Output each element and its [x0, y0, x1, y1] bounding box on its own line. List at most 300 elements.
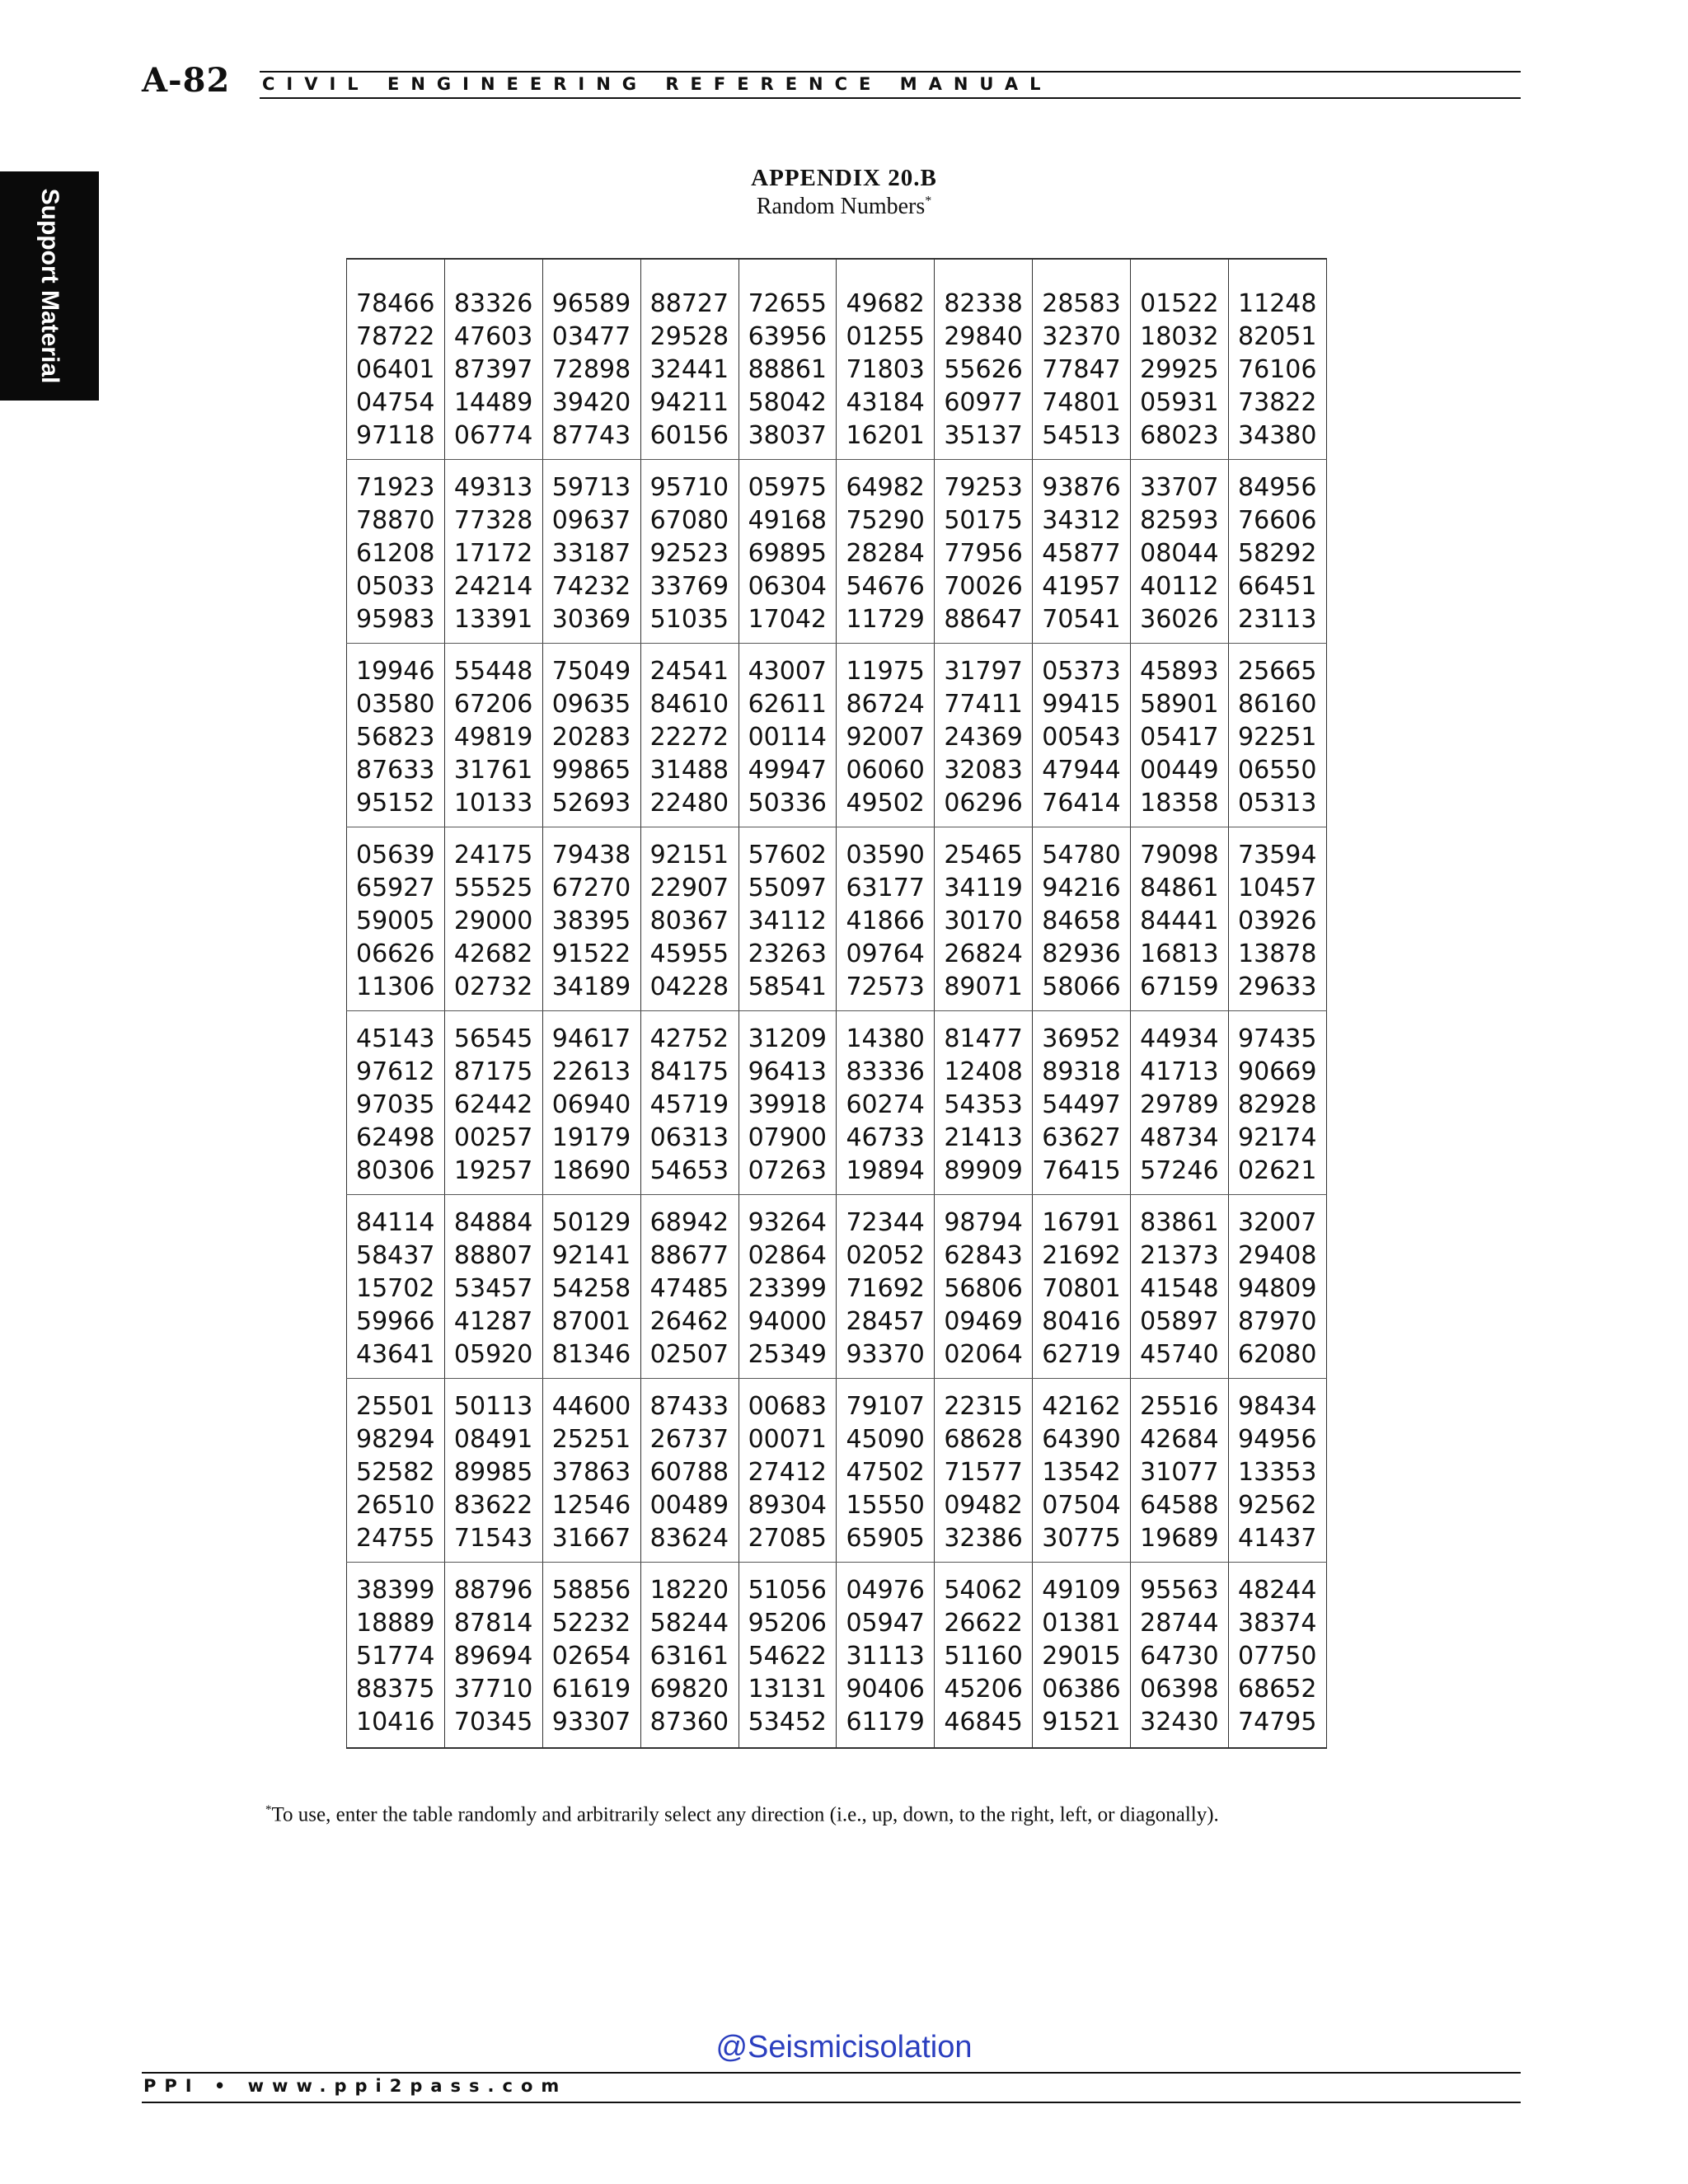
random-number: 68628 [944, 1425, 1023, 1454]
random-number: 05931 [1140, 388, 1219, 417]
random-number: 19894 [846, 1156, 925, 1185]
random-number: 31488 [649, 756, 729, 785]
random-number: 55525 [453, 874, 533, 902]
random-number: 29633 [1238, 972, 1317, 1001]
table-cell [640, 644, 738, 827]
random-number: 34380 [1238, 421, 1317, 450]
random-number: 81477 [944, 1024, 1023, 1053]
random-number: 00489 [649, 1491, 729, 1520]
random-number: 00449 [1140, 756, 1219, 785]
random-number: 32386 [944, 1524, 1023, 1553]
random-number: 17172 [453, 539, 533, 568]
random-number: 00257 [453, 1123, 533, 1152]
footer-rule-top [142, 2072, 1521, 2074]
random-number: 45877 [1042, 539, 1121, 568]
table-cell [640, 1195, 738, 1379]
random-number: 93307 [551, 1708, 631, 1736]
random-number: 54353 [944, 1090, 1023, 1119]
random-number: 16791 [1042, 1208, 1121, 1237]
random-number: 62843 [944, 1241, 1023, 1270]
random-numbers-table-body [347, 259, 1327, 1748]
random-number: 83326 [453, 289, 533, 318]
random-number: 54653 [649, 1156, 729, 1185]
random-number: 87433 [649, 1392, 729, 1421]
random-number: 55626 [944, 355, 1023, 384]
random-number: 30170 [944, 907, 1023, 935]
random-number: 24175 [453, 841, 533, 869]
table-cell [640, 827, 738, 1011]
random-number: 22272 [649, 723, 729, 752]
random-number: 34312 [1042, 506, 1121, 535]
random-number: 44600 [551, 1392, 631, 1421]
random-number: 54062 [944, 1576, 1023, 1605]
random-number: 07504 [1042, 1491, 1121, 1520]
random-number: 93264 [748, 1208, 827, 1237]
random-number: 11248 [1238, 289, 1317, 318]
table-row-block [347, 1011, 1327, 1195]
random-number: 94000 [748, 1307, 827, 1336]
table-cell [542, 827, 640, 1011]
random-number: 05975 [748, 473, 827, 502]
random-number: 89985 [453, 1458, 533, 1487]
table-cell [444, 460, 542, 644]
random-number: 58292 [1238, 539, 1317, 568]
table-cell [444, 644, 542, 827]
random-number: 21413 [944, 1123, 1023, 1152]
random-number: 77847 [1042, 355, 1121, 384]
random-number: 25349 [748, 1340, 827, 1369]
random-number: 29840 [944, 322, 1023, 351]
random-number: 54780 [1042, 841, 1121, 869]
random-number: 06401 [356, 355, 435, 384]
random-number: 74801 [1042, 388, 1121, 417]
footer-text: PPI • www.ppi2pass.com [143, 2076, 568, 2096]
random-number: 87633 [356, 756, 435, 785]
random-number: 92562 [1238, 1491, 1317, 1520]
random-number: 93370 [846, 1340, 925, 1369]
random-number: 29408 [1238, 1241, 1317, 1270]
random-number: 79098 [1140, 841, 1219, 869]
random-number: 78466 [356, 289, 435, 318]
table-cell [935, 1563, 1033, 1749]
random-number: 23263 [748, 940, 827, 968]
random-number: 52693 [551, 789, 631, 818]
random-number: 62080 [1238, 1340, 1317, 1369]
random-number: 77956 [944, 539, 1023, 568]
random-number: 33769 [649, 572, 729, 601]
random-number: 42752 [649, 1024, 729, 1053]
random-number: 36026 [1140, 605, 1219, 634]
random-number: 31761 [453, 756, 533, 785]
table-row-block [347, 259, 1327, 460]
appendix-subtitle-marker: * [925, 194, 932, 209]
random-number: 83861 [1140, 1208, 1219, 1237]
random-number: 90669 [1238, 1057, 1317, 1086]
random-number: 75049 [551, 657, 631, 686]
random-number: 50129 [551, 1208, 631, 1237]
random-number: 13131 [748, 1675, 827, 1704]
random-number: 18032 [1140, 322, 1219, 351]
random-number: 80416 [1042, 1307, 1121, 1336]
random-number: 04976 [846, 1576, 925, 1605]
random-number: 22480 [649, 789, 729, 818]
random-number: 07263 [748, 1156, 827, 1185]
table-cell [837, 644, 935, 827]
random-number: 28457 [846, 1307, 925, 1336]
random-number: 47603 [453, 322, 533, 351]
random-number: 39420 [551, 388, 631, 417]
random-number: 70541 [1042, 605, 1121, 634]
random-number: 04754 [356, 388, 435, 417]
random-number: 37863 [551, 1458, 631, 1487]
table-cell [542, 644, 640, 827]
random-number: 88796 [453, 1576, 533, 1605]
random-number: 62719 [1042, 1340, 1121, 1369]
random-number: 32007 [1238, 1208, 1317, 1237]
random-number: 95710 [649, 473, 729, 502]
random-number: 22613 [551, 1057, 631, 1086]
random-number: 94956 [1238, 1425, 1317, 1454]
random-number: 32430 [1140, 1708, 1219, 1736]
table-cell [837, 1011, 935, 1195]
random-number: 79107 [846, 1392, 925, 1421]
random-number: 10416 [356, 1708, 435, 1736]
table-cell [542, 460, 640, 644]
random-number: 87360 [649, 1708, 729, 1736]
table-cell [1033, 460, 1131, 644]
random-number: 76606 [1238, 506, 1317, 535]
random-number: 98294 [356, 1425, 435, 1454]
random-number: 00114 [748, 723, 827, 752]
appendix-subtitle [0, 194, 1688, 220]
footnote-marker: * [265, 1803, 272, 1816]
header-rule-bottom [260, 97, 1521, 99]
random-number: 72655 [748, 289, 827, 318]
random-number: 95563 [1140, 1576, 1219, 1605]
random-number: 14380 [846, 1024, 925, 1053]
random-number: 56545 [453, 1024, 533, 1053]
random-number: 07750 [1238, 1642, 1317, 1671]
random-number: 03580 [356, 690, 435, 719]
table-cell [738, 1563, 837, 1749]
table-cell [1033, 259, 1131, 460]
random-numbers-table [346, 258, 1327, 1749]
table-cell [837, 1563, 935, 1749]
random-number: 62498 [356, 1123, 435, 1152]
random-number: 72898 [551, 355, 631, 384]
random-number: 53452 [748, 1708, 827, 1736]
random-number: 22907 [649, 874, 729, 902]
random-number: 92523 [649, 539, 729, 568]
random-number: 03477 [551, 322, 631, 351]
random-number: 67080 [649, 506, 729, 535]
table-cell [347, 644, 445, 827]
table-cell [1229, 1011, 1327, 1195]
random-number: 03590 [846, 841, 925, 869]
random-number: 46845 [944, 1708, 1023, 1736]
random-number: 05920 [453, 1340, 533, 1369]
random-number: 84610 [649, 690, 729, 719]
random-number: 45143 [356, 1024, 435, 1053]
footer-rule-bottom [142, 2102, 1521, 2103]
table-cell [640, 1011, 738, 1195]
random-number: 23399 [748, 1274, 827, 1303]
random-number: 58437 [356, 1241, 435, 1270]
random-number: 05417 [1140, 723, 1219, 752]
random-number: 00071 [748, 1425, 827, 1454]
table-cell [738, 259, 837, 460]
random-number: 69820 [649, 1675, 729, 1704]
random-number: 13353 [1238, 1458, 1317, 1487]
random-number: 12408 [944, 1057, 1023, 1086]
table-cell [1229, 259, 1327, 460]
random-number: 43641 [356, 1340, 435, 1369]
random-number: 18220 [649, 1576, 729, 1605]
random-number: 02621 [1238, 1156, 1317, 1185]
random-number: 94617 [551, 1024, 631, 1053]
random-number: 82051 [1238, 322, 1317, 351]
random-number: 72573 [846, 972, 925, 1001]
random-number: 01255 [846, 322, 925, 351]
random-number: 48244 [1238, 1576, 1317, 1605]
random-number: 02732 [453, 972, 533, 1001]
random-number: 68023 [1140, 421, 1219, 450]
random-number: 09635 [551, 690, 631, 719]
random-number: 26462 [649, 1307, 729, 1336]
table-row-block [347, 1563, 1327, 1749]
random-number: 50336 [748, 789, 827, 818]
random-number: 34119 [944, 874, 1023, 902]
random-number: 28744 [1140, 1609, 1219, 1638]
random-number: 95206 [748, 1609, 827, 1638]
table-cell [837, 460, 935, 644]
header-rule-top [260, 71, 1521, 73]
table-cell [347, 1011, 445, 1195]
table-cell [935, 827, 1033, 1011]
random-number: 61179 [846, 1708, 925, 1736]
random-number: 05897 [1140, 1307, 1219, 1336]
random-number: 97612 [356, 1057, 435, 1086]
random-number: 45740 [1140, 1340, 1219, 1369]
table-row-block [347, 827, 1327, 1011]
random-number: 82928 [1238, 1090, 1317, 1119]
random-number: 64730 [1140, 1642, 1219, 1671]
random-number: 73822 [1238, 388, 1317, 417]
random-number: 02507 [649, 1340, 729, 1369]
random-number: 08044 [1140, 539, 1219, 568]
random-number: 45955 [649, 940, 729, 968]
random-number: 15550 [846, 1491, 925, 1520]
random-number: 82593 [1140, 506, 1219, 535]
random-number: 75290 [846, 506, 925, 535]
random-number: 71543 [453, 1524, 533, 1553]
random-number: 58856 [551, 1576, 631, 1605]
random-number: 41437 [1238, 1524, 1317, 1553]
random-number: 65905 [846, 1524, 925, 1553]
table-cell [1131, 1379, 1229, 1563]
random-number: 04228 [649, 972, 729, 1001]
random-number: 11729 [846, 605, 925, 634]
table-cell [542, 1195, 640, 1379]
random-number: 09469 [944, 1307, 1023, 1336]
random-number: 05373 [1042, 657, 1121, 686]
random-number: 21692 [1042, 1241, 1121, 1270]
random-number: 31113 [846, 1642, 925, 1671]
table-cell [444, 1563, 542, 1749]
random-number: 06398 [1140, 1675, 1219, 1704]
random-number: 39918 [748, 1090, 827, 1119]
table-cell [1131, 1563, 1229, 1749]
random-number: 49109 [1042, 1576, 1121, 1605]
random-number: 06304 [748, 572, 827, 601]
random-number: 73594 [1238, 841, 1317, 869]
table-cell [1131, 460, 1229, 644]
random-number: 54258 [551, 1274, 631, 1303]
random-number: 02064 [944, 1340, 1023, 1369]
random-number: 29015 [1042, 1642, 1121, 1671]
random-number: 78870 [356, 506, 435, 535]
random-number: 84441 [1140, 907, 1219, 935]
table-cell [1229, 1195, 1327, 1379]
random-number: 92141 [551, 1241, 631, 1270]
table-cell [1033, 1195, 1131, 1379]
random-number: 49819 [453, 723, 533, 752]
random-number: 55448 [453, 657, 533, 686]
random-number: 41957 [1042, 572, 1121, 601]
random-number: 84658 [1042, 907, 1121, 935]
random-number: 74232 [551, 572, 631, 601]
table-cell [640, 1563, 738, 1749]
random-number: 31797 [944, 657, 1023, 686]
random-number: 49168 [748, 506, 827, 535]
random-number: 91522 [551, 940, 631, 968]
random-number: 22315 [944, 1392, 1023, 1421]
random-number: 95152 [356, 789, 435, 818]
random-number: 16201 [846, 421, 925, 450]
book-title: CIVIL ENGINEERING REFERENCE MANUAL [262, 74, 1053, 94]
random-number: 32441 [649, 355, 729, 384]
random-number: 21373 [1140, 1241, 1219, 1270]
random-number: 58066 [1042, 972, 1121, 1001]
random-number: 28284 [846, 539, 925, 568]
random-number: 51160 [944, 1642, 1023, 1671]
table-cell [347, 460, 445, 644]
random-number: 50175 [944, 506, 1023, 535]
random-number: 88807 [453, 1241, 533, 1270]
random-number: 06296 [944, 789, 1023, 818]
random-number: 18889 [356, 1609, 435, 1638]
random-number: 71803 [846, 355, 925, 384]
random-number: 38395 [551, 907, 631, 935]
random-number: 64982 [846, 473, 925, 502]
random-number: 36952 [1042, 1024, 1121, 1053]
random-number: 30369 [551, 605, 631, 634]
random-number: 97118 [356, 421, 435, 450]
random-number: 13391 [453, 605, 533, 634]
random-number: 79438 [551, 841, 631, 869]
table-row-block [347, 460, 1327, 644]
random-number: 24369 [944, 723, 1023, 752]
random-number: 59713 [551, 473, 631, 502]
random-number: 34189 [551, 972, 631, 1001]
random-number: 19689 [1140, 1524, 1219, 1553]
random-number: 51056 [748, 1576, 827, 1605]
table-cell [444, 259, 542, 460]
random-number: 63177 [846, 874, 925, 902]
table-cell [738, 644, 837, 827]
table-cell [1033, 1563, 1131, 1749]
random-number: 67206 [453, 690, 533, 719]
random-number: 70345 [453, 1708, 533, 1736]
random-number: 51035 [649, 605, 729, 634]
table-cell [444, 827, 542, 1011]
random-number: 84861 [1140, 874, 1219, 902]
random-number: 20283 [551, 723, 631, 752]
random-number: 19179 [551, 1123, 631, 1152]
random-number: 54513 [1042, 421, 1121, 450]
random-number: 11975 [846, 657, 925, 686]
random-number: 87175 [453, 1057, 533, 1086]
random-number: 00683 [748, 1392, 827, 1421]
table-cell [1229, 827, 1327, 1011]
random-number: 47944 [1042, 756, 1121, 785]
table-cell [935, 460, 1033, 644]
random-number: 52232 [551, 1609, 631, 1638]
random-number: 06774 [453, 421, 533, 450]
random-number: 11306 [356, 972, 435, 1001]
random-number: 55097 [748, 874, 827, 902]
random-number: 94216 [1042, 874, 1121, 902]
table-cell [1131, 1011, 1229, 1195]
random-number: 71577 [944, 1458, 1023, 1487]
random-numbers-table-container [346, 258, 1327, 1744]
random-number: 53457 [453, 1274, 533, 1303]
random-number: 84175 [649, 1057, 729, 1086]
random-number: 61208 [356, 539, 435, 568]
table-cell [347, 1563, 445, 1749]
random-number: 88861 [748, 355, 827, 384]
random-number: 82338 [944, 289, 1023, 318]
random-number: 16813 [1140, 940, 1219, 968]
table-cell [640, 460, 738, 644]
random-number: 43184 [846, 388, 925, 417]
random-number: 08491 [453, 1425, 533, 1454]
random-number: 38399 [356, 1576, 435, 1605]
random-number: 38374 [1238, 1609, 1317, 1638]
random-number: 26510 [356, 1491, 435, 1520]
random-number: 58901 [1140, 690, 1219, 719]
random-number: 83336 [846, 1057, 925, 1086]
random-number: 66451 [1238, 572, 1317, 601]
random-number: 54622 [748, 1642, 827, 1671]
random-number: 92251 [1238, 723, 1317, 752]
random-number: 42682 [453, 940, 533, 968]
random-number: 32370 [1042, 322, 1121, 351]
random-number: 46733 [846, 1123, 925, 1152]
random-number: 63627 [1042, 1123, 1121, 1152]
random-number: 87001 [551, 1307, 631, 1336]
random-number: 40112 [1140, 572, 1219, 601]
table-cell [837, 827, 935, 1011]
table-cell [347, 259, 445, 460]
random-number: 25665 [1238, 657, 1317, 686]
table-cell [1229, 644, 1327, 827]
random-number: 26737 [649, 1425, 729, 1454]
random-number: 06550 [1238, 756, 1317, 785]
table-cell [738, 460, 837, 644]
random-number: 70801 [1042, 1274, 1121, 1303]
random-number: 94809 [1238, 1274, 1317, 1303]
